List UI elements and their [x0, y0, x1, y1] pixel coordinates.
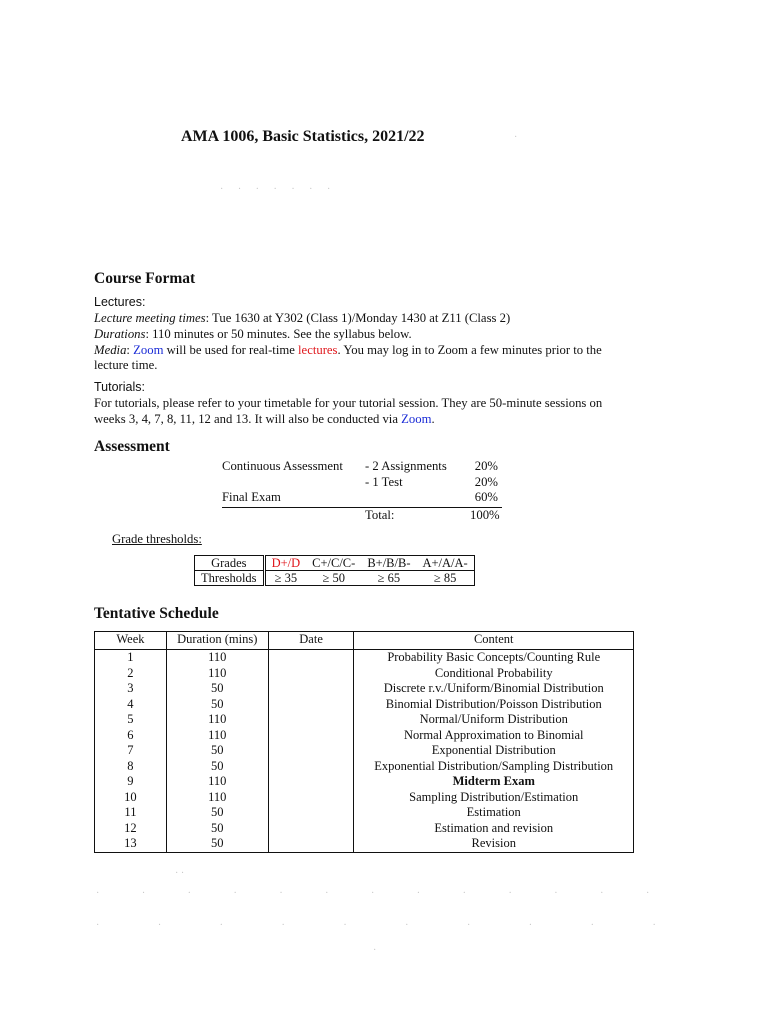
section-heading-course-format: Course Format — [94, 270, 196, 287]
week-cell: 11 — [95, 805, 167, 821]
media-end-text: . You may log in to Zoom a few minutes prior to the lecture time. — [94, 342, 602, 373]
faint-mark: · · — [175, 868, 185, 879]
schedule-row — [95, 759, 634, 775]
zoom-link[interactable]: Zoom — [133, 342, 164, 357]
threshold-cell: ≥ 65 — [361, 571, 416, 586]
total-row — [222, 508, 502, 524]
tutorials-label: Tutorials: — [94, 380, 145, 394]
week-cell: 3 — [95, 681, 167, 697]
schedule-row — [95, 728, 634, 744]
lecture-details — [94, 311, 634, 374]
duration-cell: 110 — [166, 728, 268, 744]
week-cell: 10 — [95, 790, 167, 806]
faint-mark: · — [373, 945, 377, 956]
schedule-row — [95, 805, 634, 821]
duration-cell: 110 — [166, 650, 268, 666]
content-cell: Discrete r.v./Uniform/Binomial Distribution — [354, 681, 634, 697]
week-cell: 13 — [95, 836, 167, 852]
grade-cell: D+/D — [264, 556, 306, 571]
schedule-row — [95, 743, 634, 759]
media-mid-text: will be used for real-time — [163, 342, 299, 357]
date-cell — [268, 743, 354, 759]
week-cell: 4 — [95, 697, 167, 713]
tutorials-zoom-link[interactable]: Zoom — [401, 411, 432, 426]
meeting-times-line — [94, 311, 634, 327]
test-pct: 20% — [474, 474, 498, 489]
content-cell: Exponential Distribution/Sampling Distribution — [354, 759, 634, 775]
content-cell: Normal/Uniform Distribution — [354, 712, 634, 728]
schedule-table — [94, 631, 634, 853]
duration-cell: 110 — [166, 774, 268, 790]
grade-thresholds-label: Grade thresholds: — [112, 532, 202, 546]
tutorials-end: . — [431, 411, 435, 426]
threshold-cell: ≥ 50 — [306, 571, 361, 586]
week-cell: 6 — [95, 728, 167, 744]
date-cell — [268, 650, 354, 666]
lectures-label: Lectures: — [94, 295, 146, 309]
column-header-week: Week — [95, 632, 167, 650]
tutorials-text: For tutorials, please refer to your timetable for your tutorial session. They are 50-minute sessions on weeks 3, 4, 7, 8, 11, 12 and 13. It will also be conducted via — [94, 396, 603, 426]
meeting-times-text: : Tue 1630 at Y302 (Class 1)/Monday 1430 at Z11 (Class 2) — [205, 311, 511, 325]
grades-row — [195, 556, 475, 571]
content-cell: Estimation and revision — [354, 821, 634, 837]
content-cell: Binomial Distribution/Poisson Distribution — [354, 697, 634, 713]
continuous-assessment-label: Continuous Assessment — [222, 459, 343, 473]
lectures-link[interactable]: lectures — [298, 342, 338, 357]
schedule-row — [95, 697, 634, 713]
meeting-times-label: Lecture meeting times — [94, 311, 206, 325]
schedule-row — [95, 666, 634, 682]
media-line — [94, 343, 634, 375]
schedule-header-row — [95, 632, 634, 650]
schedule-row — [95, 790, 634, 806]
date-cell — [268, 836, 354, 852]
duration-cell: 50 — [166, 836, 268, 852]
date-cell — [268, 805, 354, 821]
schedule-row — [95, 821, 634, 837]
faint-mark: · · · · · · · · · · · · · — [96, 888, 670, 899]
total-pct: 100% — [470, 508, 500, 522]
grade-thresholds-table — [194, 555, 475, 586]
week-cell: 9 — [95, 774, 167, 790]
content-cell: Revision — [354, 836, 634, 852]
date-cell — [268, 774, 354, 790]
duration-cell: 50 — [166, 759, 268, 775]
content-cell: Estimation — [354, 805, 634, 821]
duration-cell: 50 — [166, 743, 268, 759]
content-cell: Probability Basic Concepts/Counting Rule — [354, 650, 634, 666]
section-heading-assessment: Assessment — [94, 438, 170, 455]
durations-label: Durations — [94, 326, 146, 341]
week-cell: 7 — [95, 743, 167, 759]
assignments-label: - 2 Assignments — [365, 459, 447, 473]
duration-cell: 110 — [166, 666, 268, 682]
grades-row-header: Grades — [195, 556, 265, 571]
grade-cell: C+/C/C- — [306, 556, 361, 571]
faint-mark: · · · · · · · · · · — [96, 920, 684, 931]
final-exam-pct: 60% — [474, 490, 498, 504]
schedule-row — [95, 681, 634, 697]
duration-cell: 50 — [166, 805, 268, 821]
duration-cell: 50 — [166, 697, 268, 713]
date-cell — [268, 790, 354, 806]
tutorials-text-block — [94, 396, 634, 428]
date-cell — [268, 697, 354, 713]
media-colon: : — [126, 342, 134, 357]
date-cell — [268, 712, 354, 728]
content-cell: Midterm Exam — [354, 774, 634, 790]
schedule-row — [95, 650, 634, 666]
column-header-duration: Duration (mins) — [166, 632, 268, 650]
schedule-body — [95, 650, 634, 853]
column-header-content: Content — [354, 632, 634, 650]
duration-cell: 50 — [166, 821, 268, 837]
duration-cell: 50 — [166, 681, 268, 697]
week-cell: 2 — [95, 666, 167, 682]
total-label: Total: — [365, 508, 395, 522]
test-label: - 1 Test — [365, 474, 403, 489]
duration-cell: 110 — [166, 712, 268, 728]
final-exam-label: Final Exam — [222, 490, 281, 504]
section-heading-schedule: Tentative Schedule — [94, 605, 219, 622]
grade-cell: A+/A/A- — [416, 556, 474, 571]
date-cell — [268, 728, 354, 744]
durations-line — [94, 327, 634, 343]
thresholds-row — [195, 571, 475, 586]
date-cell — [268, 759, 354, 775]
threshold-cell: ≥ 35 — [264, 571, 306, 586]
schedule-row — [95, 836, 634, 852]
date-cell — [268, 821, 354, 837]
grade-cell: B+/B/B- — [361, 556, 416, 571]
week-cell: 8 — [95, 759, 167, 775]
content-cell: Normal Approximation to Binomial — [354, 728, 634, 744]
faint-mark: · · · · · · · — [220, 184, 337, 195]
thresholds-row-header: Thresholds — [195, 571, 265, 586]
threshold-cell: ≥ 85 — [416, 571, 474, 586]
date-cell — [268, 666, 354, 682]
schedule-row — [95, 712, 634, 728]
week-cell: 1 — [95, 650, 167, 666]
faint-mark: · — [514, 132, 518, 143]
week-cell: 5 — [95, 712, 167, 728]
document-title: AMA 1006, Basic Statistics, 2021/22 — [181, 128, 425, 145]
week-cell: 12 — [95, 821, 167, 837]
content-cell: Exponential Distribution — [354, 743, 634, 759]
durations-text: : 110 minutes or 50 minutes. See the syllabus below. — [145, 326, 412, 341]
duration-cell: 110 — [166, 790, 268, 806]
assignments-pct: 20% — [474, 459, 498, 473]
column-header-date: Date — [268, 632, 354, 650]
date-cell — [268, 681, 354, 697]
content-cell: Conditional Probability — [354, 666, 634, 682]
media-label: Media — [94, 342, 127, 357]
content-cell: Sampling Distribution/Estimation — [354, 790, 634, 806]
schedule-row — [95, 774, 634, 790]
